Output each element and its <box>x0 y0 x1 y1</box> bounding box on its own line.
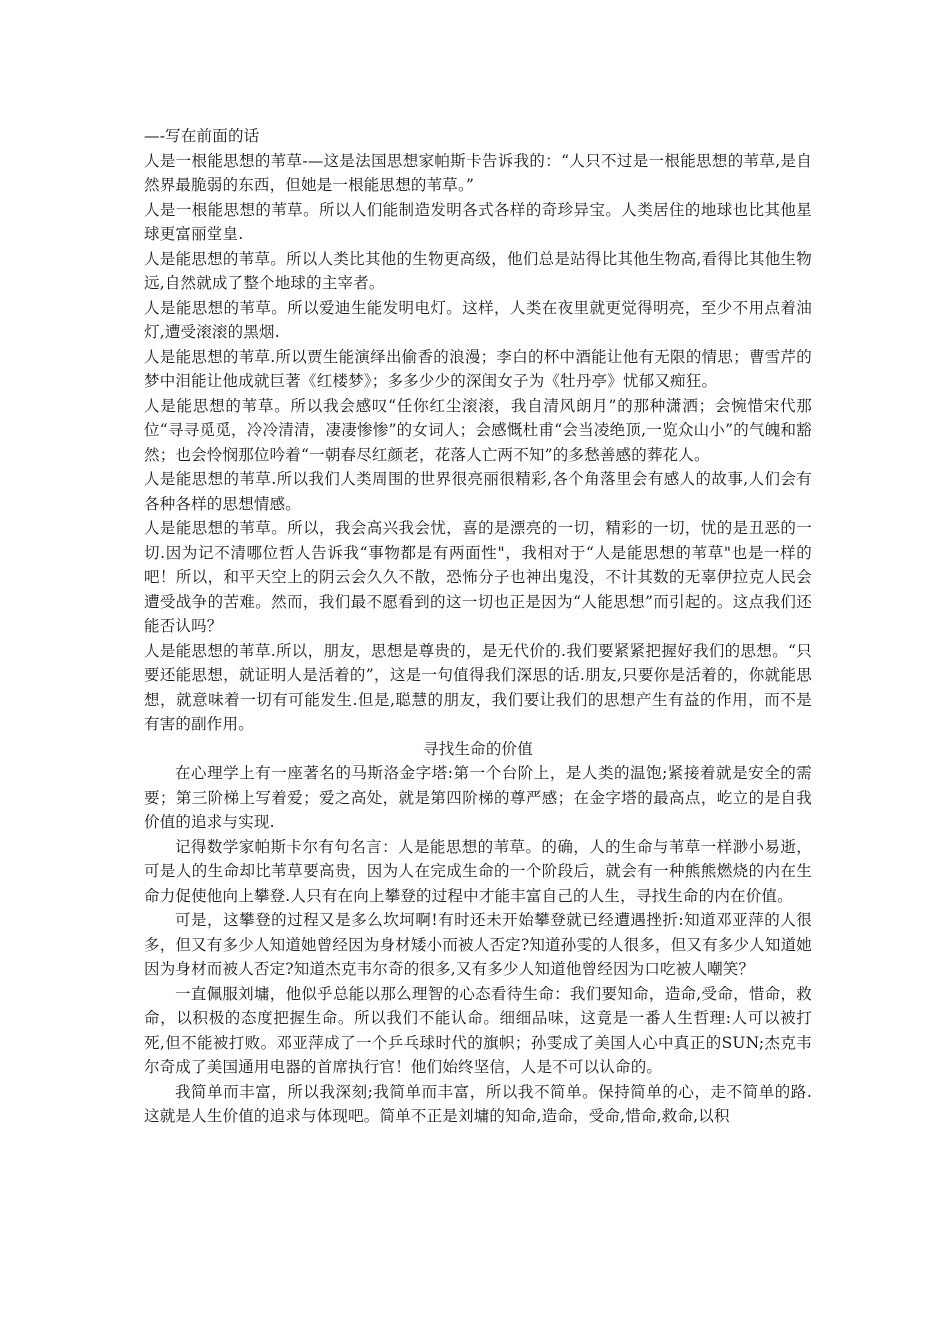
intro-paragraph: 人是能思想的苇草.所以我们人类周围的世界很亮丽很精彩,各个角落里会有感人的故事,人们会有各种各样的思想情感。 <box>144 470 812 513</box>
section-title: 寻找生命的价值 <box>423 739 533 758</box>
body-paragraph: 在心理学上有一座著名的马斯洛金字塔:第一个台阶上，是人类的温饱;紧接着就是安全的需要；第三阶梯上写着爱；爱之高处，就是第四阶梯的尊严感；在金字塔的最高点，屹立的是自我价值的追求与实现. <box>144 764 812 831</box>
intro-paragraph: 人是一根能思想的苇草-—这是法国思想家帕斯卡告诉我的：“人只不过是一根能思想的苇草,是自然界最脆弱的东西，但她是一根能思想的苇草。” <box>144 151 812 194</box>
preface-heading: —-写在前面的话 <box>144 127 260 145</box>
document-page <box>144 124 812 1129</box>
intro-paragraph: 人是能思想的苇草.所以，朋友，思想是尊贵的，是无代价的.我们要紧紧把握好我们的思想。“只要还能思想，就证明人是活着的”，这是一句值得我们深思的话.朋友,只要你是活着的，你就能思想，就意味着一切有可能发生.但是,聪慧的朋友，我们要让我们的思想产生有益的作用，而不是有害的副作用。 <box>144 641 812 733</box>
body-paragraph: 一直佩服刘墉，他似乎总能以那么理智的心态看待生命：我们要知命，造命,受命，惜命，救命，以积极的态度把握生命。所以我们不能认命。细细品味，这竟是一番人生哲理:人可以被打死,但不能被打败。邓亚萍成了一个乒乓球时代的旗帜；孙雯成了美国人心中真正的SUN;杰克韦尔奇成了美国通用电器的首席执行官！他们始终坚信，人是不可以认命的。 <box>144 984 812 1076</box>
intro-paragraph: 人是能思想的苇草。所以，我会高兴我会忧，喜的是漂亮的一切，精彩的一切，忧的是丑恶的一切.因为记不清哪位哲人告诉我“事物都是有两面性"，我相对于“人是能思想的苇草"也是一样的吧！所以，和平天空上的阴云会久久不散，恐怖分子也神出鬼没，不计其数的无辜伊拉克人民会遭受战争的苦难。然而，我们最不愿看到的这一切也正是因为“人能思想”而引起的。这点我们还能否认吗？ <box>144 519 812 635</box>
body-paragraph: 记得数学家帕斯卡尔有句名言：人是能思想的苇草。的确，人的生命与苇草一样渺小易逝，可是人的生命却比苇草要高贵，因为人在完成生命的一个阶段后，就会有一种熊熊燃烧的内在生命力促使他向上攀登.人只有在向上攀登的过程中才能丰富自己的人生，寻找生命的内在价值。 <box>144 837 812 905</box>
intro-paragraph: 人是能思想的苇草。所以爱迪生能发明电灯。这样，人类在夜里就更觉得明亮，至少不用点着油灯,遭受滚滚的黑烟. <box>144 298 812 341</box>
intro-paragraph: 人是能思想的苇草.所以贾生能演绎出偷香的浪漫；李白的杯中酒能让他有无限的情思；曹雪芹的梦中泪能让他成就巨著《红楼梦》；多多少少的深闺女子为《牡丹亭》忧郁又痴狂。 <box>144 347 812 390</box>
intro-paragraph: 人是能思想的苇草。所以人类比其他的生物更高级，他们总是站得比其他生物高,看得比其他生物远,自然就成了整个地球的主宰者。 <box>144 249 812 292</box>
intro-paragraph: 人是能思想的苇草。所以我会感叹“任你红尘滚滚，我自清风朗月”的那种潇洒；会惋惜宋代那位“寻寻觅觅，冷冷清清，凄凄惨惨”的女词人；会感慨杜甫“会当凌绝顶,一览众山小”的气魄和豁然；也会怜悯那位吟着“一朝春尽红颜老，花落人亡两不知”的多愁善感的葬花人。 <box>144 396 812 464</box>
intro-paragraph: 人是一根能思想的苇草。所以人们能制造发明各式各样的奇珍异宝。人类居住的地球也比其他星球更富丽堂皇. <box>144 200 812 243</box>
body-paragraph: 我简单而丰富，所以我深刻;我简单而丰富，所以我不简单。保持简单的心，走不简单的路.这就是人生价值的追求与体现吧。简单不正是刘墉的知命,造命，受命,惜命,救命,以积 <box>144 1082 812 1125</box>
body-paragraph: 可是，这攀登的过程又是多么坎坷啊!有时还未开始攀登就已经遭遇挫折:知道邓亚萍的人很多，但又有多少人知道她曾经因为身材矮小而被人否定?知道孙雯的人很多，但又有多少人知道她因为身材而被人否定?知道杰克韦尔奇的很多,又有多少人知道他曾经因为口吃被人嘲笑？ <box>144 911 812 978</box>
